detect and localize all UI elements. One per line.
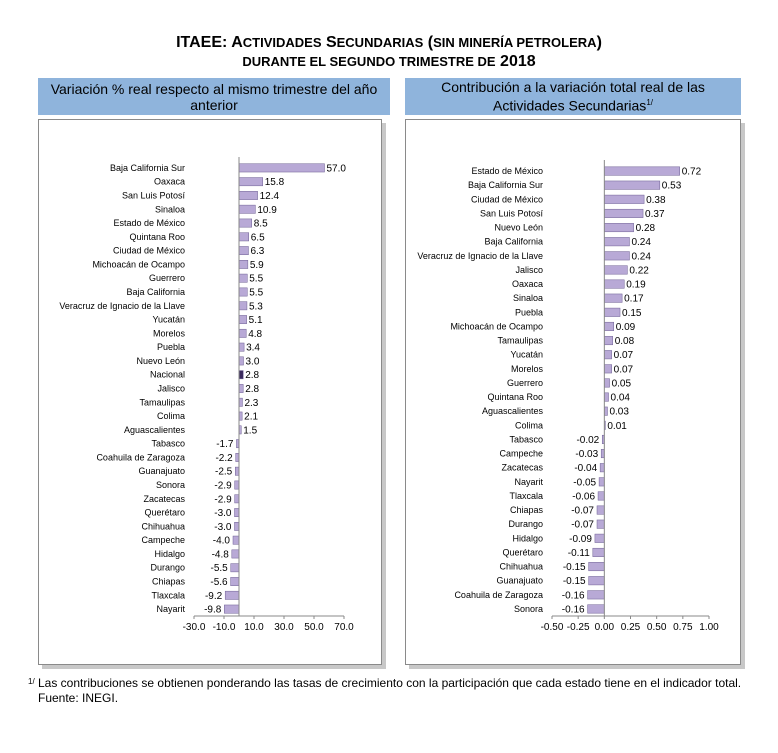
data-label: 0.05 [611, 378, 632, 390]
data-label: 0.07 [613, 364, 634, 376]
category-label: Veracruz de Ignacio de la Llave [59, 300, 185, 311]
category-label: Tamaulipas [497, 335, 543, 346]
data-label: -9.2 [204, 590, 223, 602]
bar-0-9 [239, 288, 247, 296]
category-label: Colima [514, 420, 543, 431]
data-label: 5.5 [249, 273, 264, 285]
x-tick-label: -0.50 [540, 622, 564, 633]
data-label: 0.03 [609, 406, 629, 418]
category-label: Chihuahua [499, 561, 543, 572]
bar-0-22 [235, 467, 239, 475]
data-label: -2.9 [214, 494, 232, 506]
data-label: 10.9 [257, 204, 277, 216]
category-label: Guanajuato [138, 466, 185, 477]
data-label: 0.72 [681, 166, 702, 178]
data-label: 0.01 [607, 420, 627, 432]
page-title [0, 33, 778, 52]
category-label: Nuevo León [136, 355, 185, 366]
category-label: Querétaro [502, 547, 543, 558]
bars-group [59, 163, 346, 616]
category-label: Baja California Sur [109, 162, 185, 173]
bar-0-25 [235, 508, 240, 516]
data-label: 15.8 [264, 177, 285, 189]
category-label: Durango [150, 562, 185, 573]
data-label: -1.7 [216, 439, 234, 451]
data-label: -3.0 [214, 508, 232, 520]
category-label: Coahuila de Zaragoza [96, 452, 185, 463]
data-label: 8.5 [253, 218, 268, 230]
title-part: CTIVIDADES [242, 35, 322, 50]
bar-1-10 [604, 308, 620, 316]
data-label: -0.15 [562, 576, 586, 588]
footnote-text: Las contribuciones se obtienen ponderando las tasas de crecimiento con la participación que cada estado tiene en el indicador total. [38, 676, 742, 690]
bar-1-29 [589, 576, 605, 584]
data-label: 5.3 [248, 301, 263, 313]
bar-0-15 [239, 371, 243, 379]
data-label: -0.04 [574, 463, 598, 475]
category-label: Veracruz de Ignacio de la Llave [417, 250, 543, 261]
bar-0-10 [239, 302, 247, 310]
data-label: 0.24 [631, 251, 651, 263]
data-label: -0.16 [561, 590, 585, 602]
data-label: -4.0 [212, 535, 230, 547]
category-label: Puebla [156, 342, 185, 353]
title-part: ECUNDARIAS [336, 35, 424, 50]
category-label: Campeche [499, 448, 543, 459]
data-label: -0.07 [571, 505, 595, 517]
category-label: Michoacán de Ocampo [450, 321, 543, 332]
category-label: Guerrero [148, 273, 185, 284]
bar-0-13 [239, 343, 244, 351]
data-label: -5.5 [210, 563, 228, 575]
bar-1-5 [604, 237, 629, 245]
category-label: Chiapas [509, 505, 543, 516]
data-label: 0.07 [613, 350, 634, 362]
bar-1-4 [604, 223, 633, 231]
bar-0-17 [239, 398, 242, 406]
bar-0-11 [239, 315, 247, 323]
category-label: Nuevo León [494, 222, 543, 233]
data-label: -5.6 [210, 577, 228, 589]
left-chart-header: Variación % real respecto al mismo trimestre del año anterior [38, 78, 390, 115]
bar-0-1 [239, 178, 263, 186]
bar-0-4 [239, 219, 252, 227]
data-label: 0.37 [645, 208, 665, 220]
x-tick-label: 10.0 [244, 622, 264, 633]
x-tick-label: 0.75 [673, 622, 693, 633]
bar-1-0 [604, 167, 679, 175]
footnote-marker: 1/ [28, 677, 35, 686]
bar-0-32 [224, 605, 239, 613]
category-label: Zacatecas [143, 493, 185, 504]
category-label: Ciudad de México [112, 245, 185, 256]
category-label: Estado de México [471, 166, 543, 177]
category-label: Nayarit [514, 476, 543, 487]
category-label: Querétaro [144, 507, 185, 518]
data-label: 5.5 [249, 287, 264, 299]
bar-1-14 [604, 365, 611, 373]
data-label: 6.3 [250, 246, 265, 258]
category-label: Estado de México [113, 218, 185, 229]
category-label: Hidalgo [154, 548, 185, 559]
bar-1-12 [604, 336, 612, 344]
data-label: 5.1 [248, 315, 263, 327]
x-tick-label: 30.0 [274, 622, 294, 633]
category-label: Oaxaca [153, 176, 185, 187]
bar-0-26 [235, 522, 240, 530]
right-header-label: Contribución a la variación total real de las Actividades Secundarias [441, 79, 705, 114]
category-label: San Luis Potosí [479, 208, 543, 219]
category-label: Quintana Roo [129, 231, 185, 242]
bar-1-30 [588, 591, 605, 599]
right-chart-panel [405, 119, 741, 665]
title-part: ITAEE: A [176, 34, 243, 51]
left-bar-chart [39, 120, 383, 666]
category-label: Tabasco [151, 438, 185, 449]
title-part: SIN MINERÍA PETROLERA [433, 35, 597, 50]
data-label: -2.2 [215, 452, 233, 464]
category-label: Puebla [514, 307, 543, 318]
data-label: -0.15 [562, 562, 586, 574]
bar-1-21 [600, 463, 604, 471]
bar-0-6 [239, 246, 248, 254]
data-label: 3.4 [246, 342, 261, 354]
data-label: -2.5 [215, 466, 233, 478]
left-chart-panel [38, 119, 382, 665]
category-label: Quintana Roo [487, 392, 543, 403]
bar-0-31 [225, 591, 239, 599]
category-label: Jalisco [157, 383, 185, 394]
bar-0-28 [232, 550, 239, 558]
bar-1-8 [604, 280, 624, 288]
category-label: Colima [156, 411, 185, 422]
data-label: 1.5 [243, 425, 258, 437]
bar-0-30 [231, 577, 239, 585]
bar-1-13 [604, 350, 611, 358]
category-label: Oaxaca [511, 279, 543, 290]
bar-0-7 [239, 260, 248, 268]
bar-1-3 [604, 209, 643, 217]
bar-0-27 [233, 536, 239, 544]
bar-1-11 [604, 322, 613, 330]
data-label: 0.28 [635, 223, 656, 235]
title-part: ( [423, 34, 434, 51]
category-label: Sonora [155, 480, 185, 491]
data-label: 0.22 [629, 265, 649, 277]
data-label: 0.24 [631, 237, 651, 249]
data-label: -0.05 [573, 477, 597, 489]
data-label: -0.07 [571, 519, 595, 531]
category-label: Hidalgo [512, 533, 543, 544]
x-tick-label: -30.0 [182, 622, 206, 633]
category-label: Ciudad de México [470, 194, 543, 205]
category-label: Coahuila de Zaragoza [454, 589, 543, 600]
data-label: 0.04 [610, 392, 630, 404]
data-label: -0.16 [561, 604, 585, 616]
bar-1-2 [604, 195, 644, 203]
right-header-text [411, 79, 735, 114]
bar-1-25 [597, 520, 604, 528]
data-label: 2.3 [244, 397, 259, 409]
data-label: -0.03 [575, 449, 599, 461]
x-tick-label: 0.00 [594, 622, 615, 633]
bar-0-23 [235, 481, 239, 489]
right-header-sup: 1/ [646, 98, 653, 108]
category-label: Morelos [152, 328, 185, 339]
bar-0-0 [239, 164, 325, 172]
bar-1-22 [599, 478, 604, 486]
data-label: 0.09 [615, 321, 636, 333]
data-label: -0.06 [572, 491, 596, 503]
bar-1-28 [589, 562, 605, 570]
category-label: Sinaloa [154, 204, 185, 215]
x-tick-label: 0.25 [620, 622, 641, 633]
data-label: 0.38 [646, 194, 666, 206]
category-label: Chihuahua [141, 521, 185, 532]
data-label: -3.0 [214, 521, 232, 533]
category-label: Chiapas [151, 576, 185, 587]
data-label: 2.8 [245, 384, 260, 395]
bar-1-31 [588, 605, 605, 613]
category-label: Sonora [513, 603, 543, 614]
x-tick-label: 0.50 [646, 622, 667, 633]
bar-1-6 [604, 252, 629, 260]
x-tick-label: 70.0 [334, 622, 354, 633]
data-label: 2.8 [245, 370, 260, 382]
data-label: 5.9 [249, 259, 264, 271]
title-part: ) [596, 34, 602, 51]
category-label: Morelos [510, 363, 543, 374]
bar-0-16 [239, 384, 243, 392]
bar-0-3 [239, 205, 255, 213]
bar-1-27 [593, 548, 605, 556]
bar-0-8 [239, 274, 247, 282]
data-label: 57.0 [326, 163, 346, 175]
category-label: Guerrero [506, 377, 543, 388]
bar-1-24 [597, 506, 604, 514]
category-label: Tabasco [509, 434, 543, 445]
category-label: Aguascalientes [481, 406, 543, 417]
page-subtitle [0, 52, 778, 71]
category-label: Campeche [141, 535, 185, 546]
x-tick-label: -10.0 [212, 622, 236, 633]
data-label: 3.0 [245, 356, 260, 368]
data-label: -4.8 [211, 549, 229, 561]
bars-group [417, 166, 701, 615]
category-label: Yucatán [510, 349, 543, 360]
category-label: Zacatecas [501, 462, 543, 473]
x-tick-label: -0.25 [566, 622, 590, 633]
x-tick-label: 50.0 [304, 622, 324, 633]
right-chart-header [405, 78, 741, 115]
bar-1-15 [604, 379, 609, 387]
bar-1-16 [604, 393, 608, 401]
category-label: Jalisco [515, 264, 543, 275]
bar-1-1 [604, 181, 659, 189]
category-label: Aguascalientes [123, 424, 185, 435]
data-label: 0.17 [624, 293, 644, 305]
data-label: 12.4 [259, 190, 280, 202]
x-tick-label: 1.00 [699, 622, 719, 633]
category-label: Yucatán [152, 314, 185, 325]
bar-0-29 [231, 564, 239, 572]
category-label: Michoacán de Ocampo [92, 259, 185, 270]
data-label: -9.8 [204, 604, 222, 616]
bar-0-12 [239, 329, 246, 337]
category-label: Durango [508, 519, 543, 530]
title-part: S [321, 34, 337, 51]
category-label: Tamaulipas [139, 397, 185, 408]
bar-1-23 [598, 492, 604, 500]
bar-0-5 [239, 233, 249, 241]
bar-1-9 [604, 294, 622, 302]
right-bar-chart [406, 120, 742, 666]
subtitle-part: 2018 [495, 53, 536, 70]
data-label: 2.1 [244, 411, 259, 423]
category-label: Tlaxcala [151, 590, 185, 601]
category-label: Nayarit [156, 604, 185, 615]
bar-0-14 [239, 357, 244, 365]
data-label: -0.02 [576, 434, 600, 446]
footnote [28, 676, 758, 706]
data-label: 0.08 [614, 336, 635, 348]
category-label: Baja California Sur [467, 180, 543, 191]
category-label: Sinaloa [512, 293, 543, 304]
category-label: Tlaxcala [509, 490, 543, 501]
data-label: -0.11 [567, 547, 590, 559]
category-label: Baja California [126, 286, 185, 297]
category-label: Guanajuato [496, 575, 543, 586]
data-label: 4.8 [248, 328, 263, 340]
category-label: Nacional [149, 369, 185, 380]
bar-1-7 [604, 266, 627, 274]
data-label: 6.5 [250, 232, 265, 244]
bar-0-2 [239, 191, 258, 199]
data-label: -2.9 [214, 480, 232, 492]
data-label: -0.09 [569, 533, 592, 545]
category-label: Baja California [484, 236, 543, 247]
subtitle-part: DURANTE EL SEGUNDO TRIMESTRE DE [242, 54, 496, 69]
bar-1-26 [595, 534, 604, 542]
category-label: San Luis Potosí [121, 190, 185, 201]
source-text: Fuente: INEGI. [38, 691, 119, 705]
data-label: 0.15 [622, 307, 642, 319]
data-label: 0.53 [661, 180, 682, 192]
bar-0-24 [235, 495, 239, 503]
data-label: 0.19 [626, 279, 646, 291]
